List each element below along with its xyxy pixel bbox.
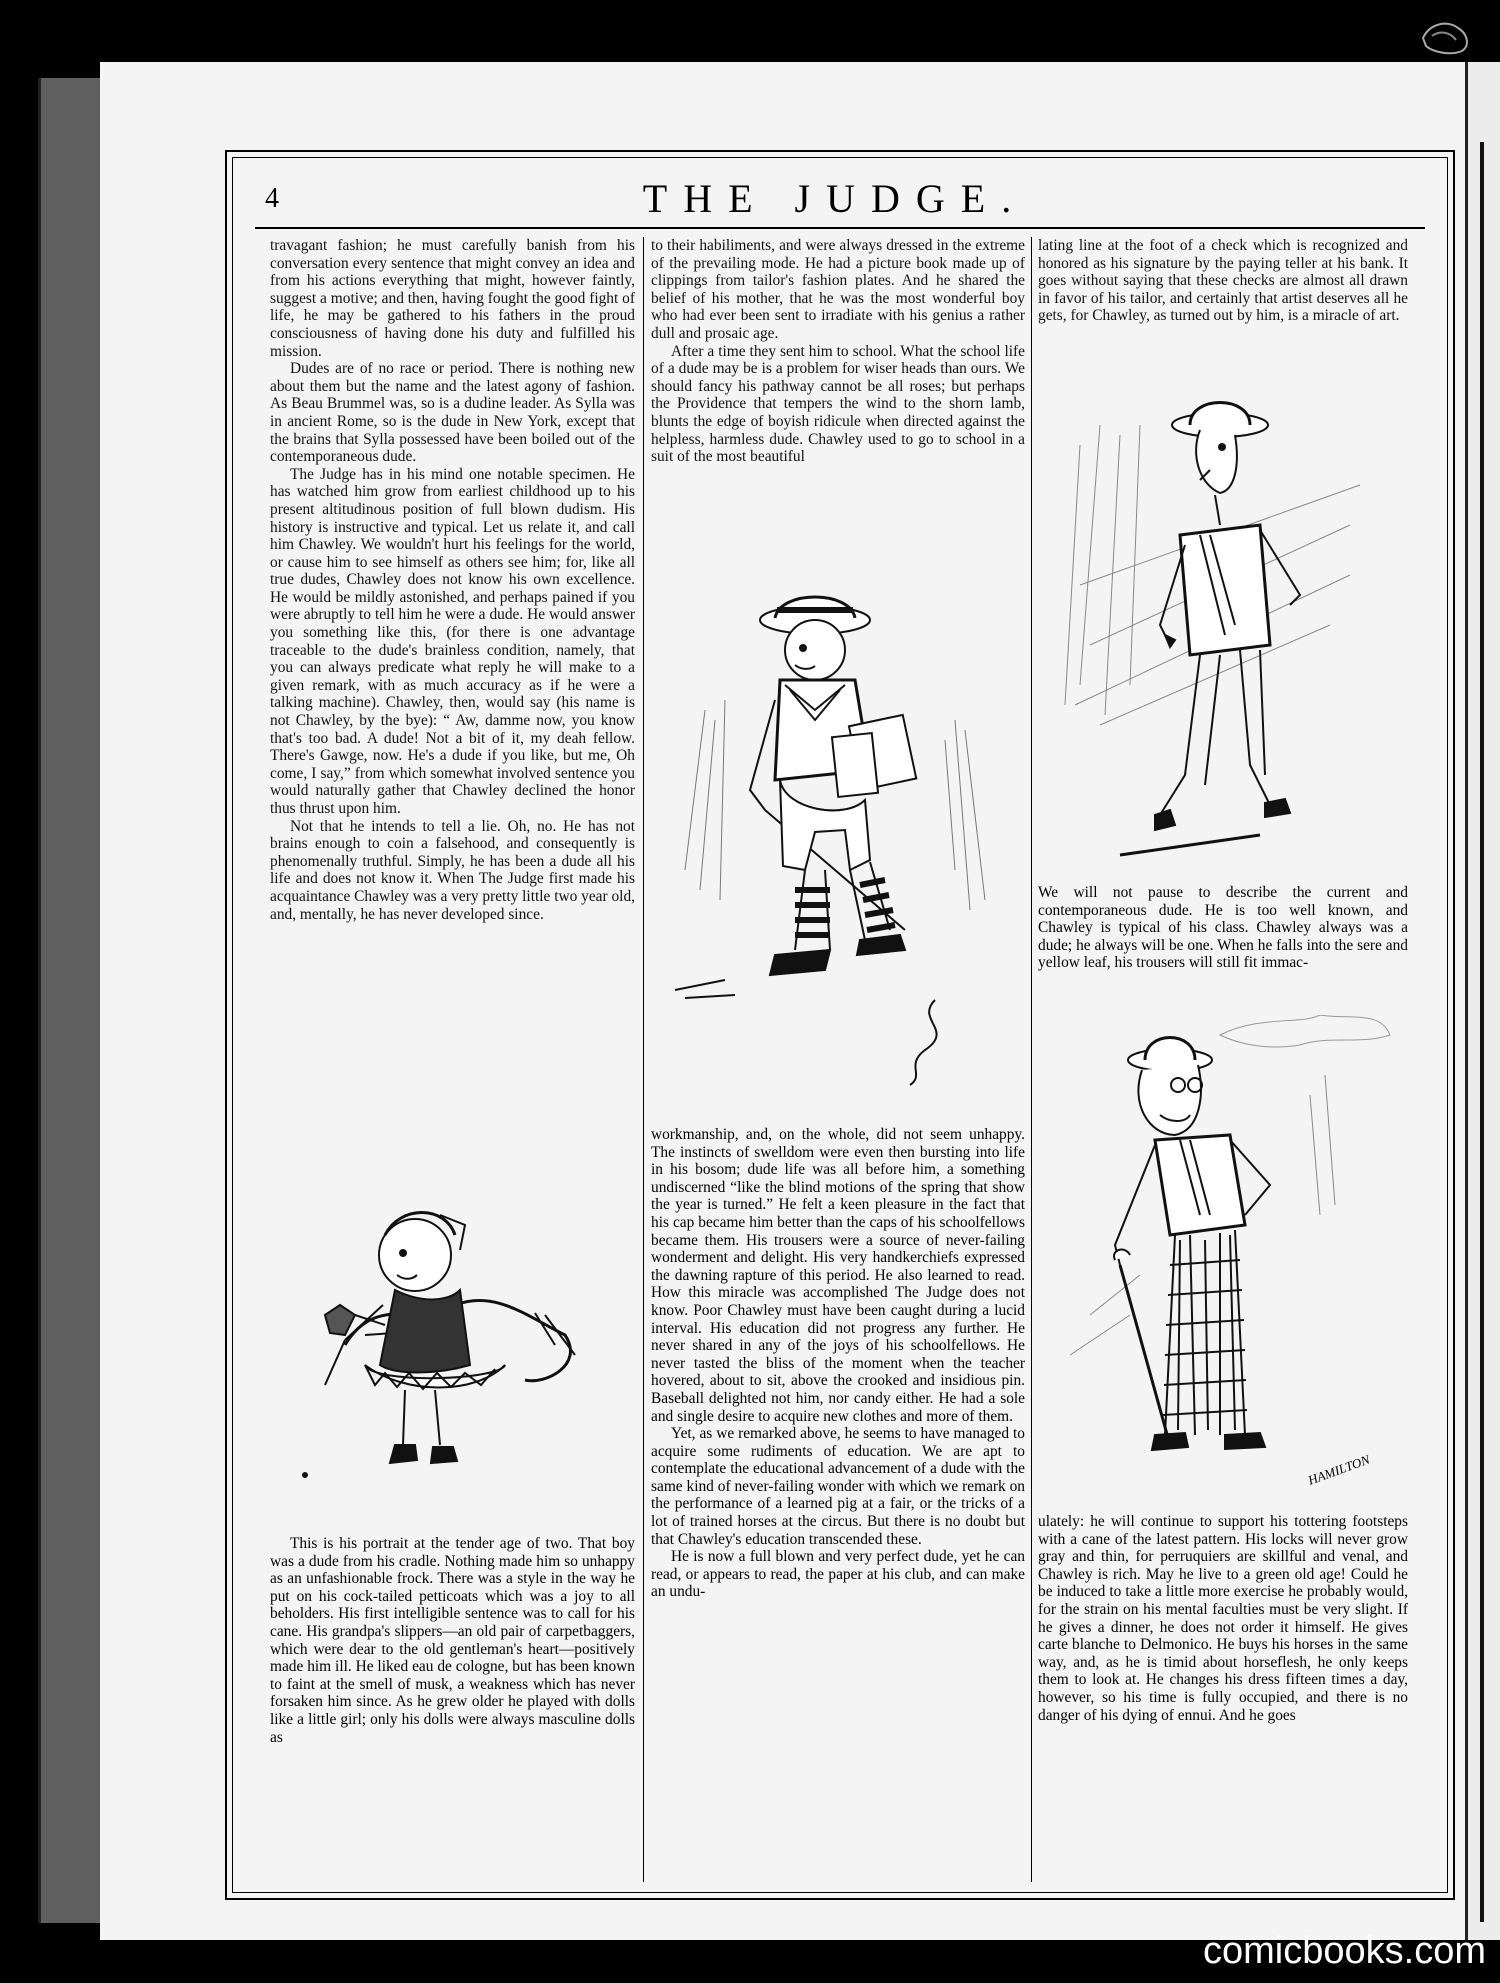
column-2-top [651,237,1025,466]
column-1-bottom [270,1535,635,1746]
column-divider [643,237,644,1882]
masthead-title: THE JUDGE. [642,176,1028,221]
column-1-top [270,237,635,923]
paragraph: This is his portrait at the tender age of two. That boy was a dude from his cradle. Nothing made him so unhappy as an unfashionable frock. There was a style in the way he put on his cock-tailed petticoats which was a joy to all beholders. His first intelligible sentence was to call for his cane. His grandpa's slippers—an old pair of carpetbaggers, which were dear to the old gentleman's heart—positively made him ill. He liked eau de cologne, but has been known to faint at the smell of musk, a weakness which has never forsaken him since. As he grew older he played with dolls like a little girl; only his dolls were always masculine dolls as [270,1535,635,1746]
watermark-logo[interactable]: comicbooks.com [1203,1930,1486,1972]
young-dude-illustration [1060,385,1390,865]
paragraph: lating line at the foot of a check which is recognized and honored as his signature by the paying teller at his bank. It goes without saying that these checks are almost all drawn in favor of his tailor, and certainly that artist deserves all he gets, for Chawley, as turned out by him, is a miracle of art. [1038,237,1408,325]
artist-signature: HAMILTON [1305,1451,1372,1488]
paragraph: travagant fashion; he must carefully banish from his conversation every sentence that might convey an idea and from his actions everything that might, however faintly, suggest a motive; and then, having fought the good fight of life, he may be gathered to his fathers in the proud consciousness of having done his duty and fulfilled his mission. [270,237,635,360]
toddler-illustration [285,1195,625,1515]
paragraph: ulately: he will continue to support his tottering footsteps with a cane of the latest pattern. His locks will never grow gray and thin, for perruquiers are skillful and venal, and Chawley is rich. May he live to a green old age! Could he be induced to take a little more exercise he probably would, for the strain on his mental faculties must be very slight. If he gives a dinner, he does not order it himself. He gives carte blanche to Delmonico. He buys his horses in the same way, and, as he is timid about horseflesh, he only keeps them to look at. He changes his dress fifteen times a day, however, so his time is fully occupied, and there is no danger of his dying of ennui. And he goes [1038,1513,1408,1724]
paragraph: Dudes are of no race or period. There is nothing new about them but the name and the latest agony of fashion. As Beau Brummel was, so is a dudine leader. As Sylla was in ancient Rome, so is the dude in New York, except that the brains that Sylla possessed have been boiled out of the contemporaneous dude. [270,360,635,466]
old-dude-illustration [1060,1015,1400,1505]
paragraph: Yet, as we remarked above, he seems to have managed to acquire some rudiments of education. We are apt to contemplate the educational advancement of a dude with the same kind of never-failing wonder with which we remark on the performance of a learned pig at a fair, or the tricks of a lot of trained horses at the circus. But there is no doubt but that Chawley's education transcended these. [651,1425,1025,1548]
paragraph: Not that he intends to tell a lie. Oh, no. He has not brains enough to coin a falsehood, and consequently is phenomenally truthful. Simply, he has been a dude all his life and does not know it. When The Judge first made his acquaintance Chawley was a very pretty little two year old, and, mentally, he has never developed since. [270,817,635,923]
column-3-top [1038,237,1408,325]
paragraph: He is now a full blown and very perfect dude, yet he can read, or appears to read, the paper at his club, and can make an undu- [651,1548,1025,1601]
paragraph: to their habiliments, and were always dressed in the extreme of the prevailing mode. He had a picture book made up of clippings from tailor's fashion plates. And he shared the belief of his mother, that he was the most wonderful boy who had ever been sent to irradiate with his genius a rather dull and prosaic age. [651,237,1025,342]
paragraph: The Judge has in his mind one notable specimen. He has watched him grow from earliest childhood up to his present altitudinous position of full blown dudism. His history is instructive and typical. Let us relate it, and call him Chawley. We wouldn't hurt his feelings for the world, or cause him to see himself as others see him; for, like all true dudes, Chawley does not know his own excellence. He would be mildly astonished, and perhaps pained if you were abruptly to tell him he were a dude. He would answer you something like this, (for there is one advantage traceable to the dude's brainless condition, namely, that you can always predicate what reply he will make to a given remark, with as much accuracy as if he were a talking machine). Chawley, then, would say (his name is not Chawley, by the bye): “ Aw, damme now, you know that's too bad. A dude! Not a bit of it, my deah fellow. There's Gawge, now. He's a dude if you like, but me, Oh come, I say,” from which somewhat involved sentence you would naturally gather that Chawley declined the honor thus thrust upon him. [270,465,635,817]
schoolboy-illustration [665,570,1015,1100]
facing-page-edge [1465,62,1500,1940]
page-number: 4 [265,183,279,214]
paragraph: We will not pause to describe the current and contemporaneous dude. He is too well known, and Chawley is typical of his class. Chawley always was a dude; he always will be one. When he falls into the sere and yellow leaf, his trousers will still fit immac- [1038,884,1408,972]
paragraph: workmanship, and, on the whole, did not seem unhappy. The instincts of swelldom were even then bursting into life in his bosom; dude life was all before him, a something undiscerned “like the blind motions of the spring that show the year is turned.” He felt a keen pleasure in the fact that his cap became him better than the caps of his schoolfellows became them. His trousers were a source of never-failing wonderment and delight. His very handkerchiefs expressed the dawning rapture of this period. He also learned to read. How this miracle was accomplished The Judge does not know. Poor Chawley must have been caught during a lucid interval. His education did not progress any further. He never shared in any of the joys of his schoolfellows. He never tasted the bliss of the moment when the teacher hovered, about to sit, above the crooked and insidious pin. Baseball delighted not him, nor candy either. He had a sole and single desire to acquire new clothes and more of them. [651,1126,1025,1425]
column-3-middle [1038,884,1408,972]
header-rule [255,227,1425,229]
column-divider [1031,237,1032,1882]
paragraph: After a time they sent him to school. What the school life of a dude may be is a problem for wiser heads than ours. We should fancy his pathway cannot be all roses; but perhaps the Providence that tempers the wind to the shorn lamb, blunts the edge of boyish ridicule when directed against the helpless, harmless dude. Chawley used to go to school in a suit of the most beautiful [651,342,1025,466]
torn-corner-icon [1418,18,1473,56]
column-2-bottom [651,1126,1025,1601]
column-3-bottom [1038,1513,1408,1724]
